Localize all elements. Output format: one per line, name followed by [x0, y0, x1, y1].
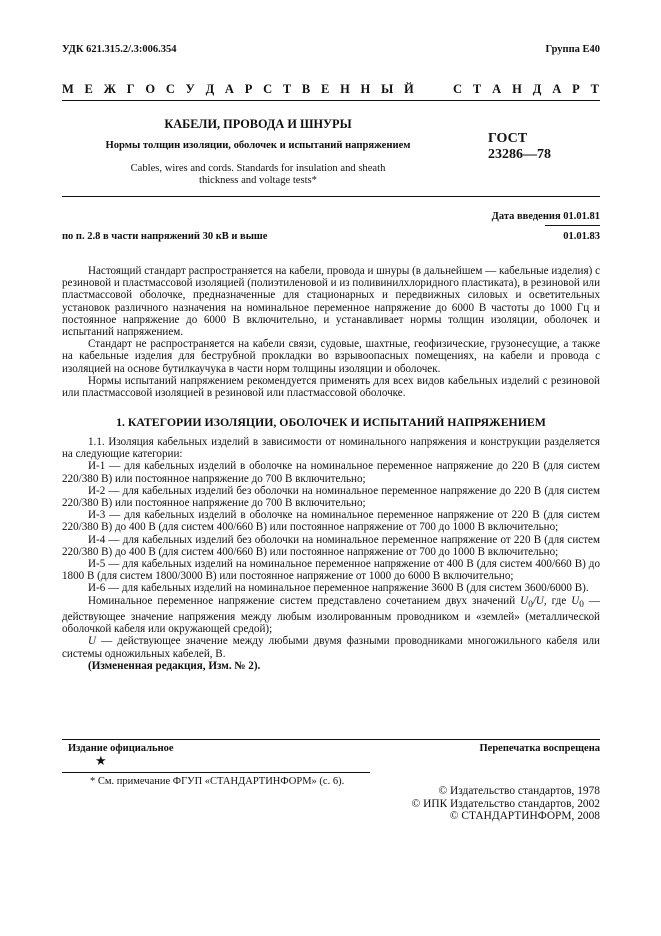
u-symbol: U	[520, 594, 529, 607]
intro-date-label: Дата введения	[491, 211, 561, 222]
banner-letter: С	[453, 82, 463, 96]
copyright-line: © ИПК Издательство стандартов, 2002	[411, 797, 600, 810]
clause-date-label: по п. 2.8 в части напряжений 30 кВ и выше	[62, 231, 268, 242]
nominal-text: где	[546, 594, 572, 607]
banner-letter: А	[552, 82, 562, 96]
category-item: И-3 — для кабельных изделий в оболочке на номинальное переменное напряжение от 220 В (для систем 220/380 В) до 400 В (для систем 400/660 В) или постоянное напряжение от 700 до 1000 В включительно;	[62, 509, 600, 534]
banner-left-word	[62, 82, 414, 97]
gost-label: ГОСТ	[488, 131, 528, 146]
u-definition-text: — действующее значение между любыми двумя фазными проводниками многожильного кабеля или системы одножильных кабелей, В.	[62, 635, 600, 660]
banner-letter: Н	[360, 82, 371, 96]
title-rule	[62, 196, 600, 197]
copyright-line: © СТАНДАРТИНФОРМ, 2008	[449, 810, 600, 823]
standard-banner	[62, 82, 599, 97]
banner-letter: О	[145, 82, 156, 96]
banner-letter: Т	[590, 82, 599, 96]
nominal-text: — действующее значение напряжения между любым изолированным проводником и «землей» (металлической оболочкой кабеля или окружающей средой);	[62, 594, 600, 636]
footnote: * См. примечание ФГУП «СТАНДАРТИНФОРМ» (с. 6).	[90, 776, 345, 787]
edition-label: Издание официальное	[68, 743, 174, 754]
u-symbol: U	[88, 635, 97, 648]
gost-number: 23286—78	[488, 147, 551, 162]
banner-letter: А	[492, 82, 502, 96]
banner-letter: Д	[205, 82, 215, 96]
banner-letter: М	[62, 82, 74, 96]
banner-letter: А	[224, 82, 234, 96]
banner-letter: В	[301, 82, 311, 96]
doc-title: КАБЕЛИ, ПРОВОДА И ШНУРЫ	[164, 117, 352, 131]
category-item: И-6 — для кабельных изделий на номинальное переменное напряжение 3600 В (для систем 3600/6000 В).	[88, 582, 589, 595]
banner-letter: Н	[340, 82, 350, 96]
footer-rule	[62, 739, 600, 740]
banner-letter: Г	[126, 82, 135, 96]
nominal-text: Номинальное переменное напряжение систем представлено сочетанием двух значений	[88, 594, 521, 607]
category-item: И-5 — для кабельных изделий на номинальное переменное напряжение от 400 В (для систем 400/660 В) до 1800 В (для систем 1800/3000 В) или постоянное напряжение от 1000 до 6000 В включительно;	[62, 558, 600, 583]
banner-letter: С	[263, 82, 273, 96]
footnote-rule	[62, 772, 370, 773]
u-definition	[62, 635, 600, 659]
banner-letter: Р	[572, 82, 580, 96]
u-subscript: 0	[579, 599, 584, 610]
intro-date	[492, 211, 600, 222]
nominal-voltage-paragraph	[62, 595, 600, 636]
u-symbol: U	[571, 594, 580, 607]
intro-paragraph: Нормы испытаний напряжением рекомендуется применять для всех видов кабельных изделий с резиновой или пластмассовой изоляцией в резиновой или пластмассовой оболочке.	[62, 374, 600, 400]
udk-code: УДК 621.315.2/.3:006.354	[62, 44, 177, 55]
doc-title-english	[62, 163, 454, 187]
banner-letter: С	[165, 82, 175, 96]
banner-letter: Д	[532, 82, 542, 96]
banner-letter: Ы	[381, 82, 394, 96]
banner-letter: Т	[472, 82, 482, 96]
category-item: И-2 — для кабельных изделий без оболочки на номинальное переменное напряжение до 220 В (для систем 220/380 В) или постоянное напряжение до 700 В включительно;	[62, 484, 600, 510]
banner-letter: Т	[282, 82, 292, 96]
doc-subtitle: Нормы толщин изоляции, оболочек и испытаний напряжением	[105, 140, 411, 151]
intro-date-underline	[545, 225, 600, 226]
english-title-line-1: Cables, wires and cords. Standards for insulation and sheath	[130, 163, 386, 174]
u-symbol: /U,	[532, 594, 547, 607]
intro-paragraph: Стандарт не распространяется на кабели связи, судовые, шахтные, геофизические, грузонесущие, а также на кабельные изделия для беструбной прокладки во взрывоопасных помещениях, на кабели и провода с изоляцией на основе бутилкаучука в части норм толщины изоляции и оболочек.	[62, 338, 600, 375]
banner-letter: Р	[244, 82, 253, 96]
category-item: И-1 — для кабельных изделий в оболочке на номинальное переменное напряжение до 220 В (для систем 220/380 В) или постоянное напряжение до 700 В включительно;	[62, 460, 600, 485]
banner-letter: Н	[512, 82, 522, 96]
banner-letter: Ж	[103, 82, 116, 96]
banner-letter: Е	[84, 82, 93, 96]
banner-letter: У	[185, 82, 195, 96]
category-item: И-4 — для кабельных изделий без оболочки на номинальное переменное напряжение от 220 В (для систем 220/380 В) до 400 В (для систем 400/660 В) или постоянное напряжение от 700 до 1000 В включительно;	[62, 533, 600, 558]
u-subscript: 0	[528, 599, 533, 610]
copyright-line: © Издательство стандартов, 1978	[438, 785, 600, 797]
english-title-line-2: thickness and voltage tests*	[199, 175, 317, 186]
section-heading: 1. КАТЕГОРИИ ИЗОЛЯЦИИ, ОБОЛОЧЕК И ИСПЫТАНИЙ НАПРЯЖЕНИЕМ	[116, 415, 546, 429]
section-1-text	[62, 436, 600, 672]
clause-date-value: 01.01.83	[563, 231, 600, 242]
group-code: Группа Е40	[545, 44, 600, 55]
intro-text	[62, 265, 600, 399]
banner-letter: Й	[404, 82, 414, 96]
intro-date-value: 01.01.81	[563, 211, 600, 222]
banner-letter: Е	[320, 82, 330, 96]
star-icon: ★	[95, 753, 107, 768]
banner-right-word	[453, 82, 599, 97]
revision-note: (Измененная редакция, Изм. № 2).	[88, 659, 261, 672]
clause-1-1: 1.1. Изоляция кабельных изделий в зависимости от номинального напряжения и конструкции разделяется на следующие категории:	[62, 436, 600, 461]
top-rule	[62, 100, 600, 101]
intro-paragraph: Настоящий стандарт распространяется на кабели, провода и шнуры (в дальнейшем — кабельные изделия) с резиновой и пластмассовой изоляцией (полиэтиленовой и из поливинилхлоридного пластиката), в резиновой или пластмассовой оболочке, предназначенные для стационарных и передвижных силовых и осветительных установок различного назначения на номинальное переменное напряжение до 6000 В частоты до 1000 Гц и постоянное напряжение до 6000 В включительно, и устанавливает нормы толщин изоляции, оболочек и испытаний напряжением.	[62, 265, 601, 339]
gost-block	[488, 131, 551, 163]
reprint-notice: Перепечатка воспрещена	[479, 743, 600, 754]
copyright-block	[412, 785, 600, 823]
